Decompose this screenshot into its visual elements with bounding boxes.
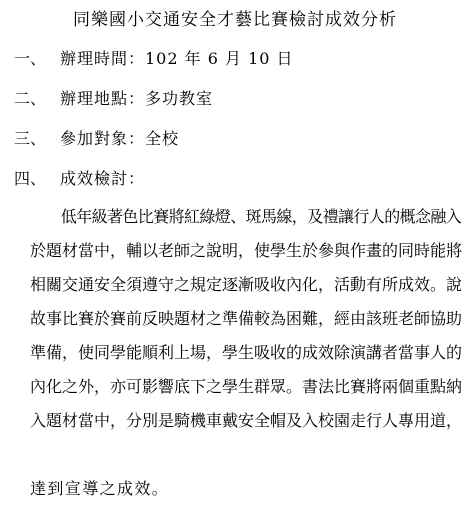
- section-number: 一、: [14, 49, 47, 68]
- section-text: 辦理時間：102 年 6 月 10 日: [60, 49, 294, 68]
- paragraph-line: 達到宣導之成效。: [30, 479, 170, 498]
- paragraph-line: 內化之外，亦可影響底下之學生群眾。書法比賽將兩個重點納: [30, 377, 463, 396]
- section-text: 辦理地點：多功教室: [60, 89, 214, 108]
- paragraph-line: 低年級著色比賽將紅綠燈、斑馬線，及禮讓行人的概念融入: [30, 207, 462, 226]
- section-participants: [14, 127, 179, 151]
- section-text: 參加對象：全校: [60, 129, 180, 148]
- paragraph-line: 入題材當中，分別是騎機車戴安全帽及入校園走行人專用道，: [30, 411, 463, 430]
- section-number: 三、: [14, 129, 47, 148]
- paragraph-line: 相關交通安全須遵守之規定逐漸吸收內化，活動有所成效。說: [30, 275, 463, 294]
- section-location: [14, 87, 213, 111]
- section-time: [14, 47, 294, 71]
- section-text: 成效檢討：: [60, 169, 146, 188]
- paragraph-line: 準備，使同學能順利上場，學生吸收的成效除演講者當事人的: [30, 343, 463, 362]
- section-review: [14, 167, 145, 191]
- paragraph-line: 於題材當中，輔以老師之說明，使學生於參與作畫的同時能將: [30, 241, 463, 260]
- section-number: 四、: [14, 169, 47, 188]
- paragraph-line: 故事比賽於賽前反映題材之準備較為困難，經由該班老師協助: [30, 309, 463, 328]
- document-title: 同樂國小交通安全才藝比賽檢討成效分析: [73, 10, 397, 30]
- section-number: 二、: [14, 89, 47, 108]
